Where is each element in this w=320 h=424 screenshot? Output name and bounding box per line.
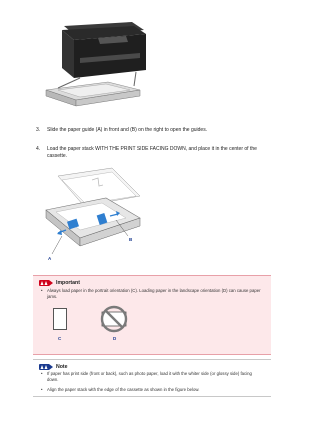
- warning-badge-icon: [39, 280, 53, 286]
- bullet-text: If paper has print side (front or back), such as photo paper, load it with the whiter side (or glossy side) facing down.: [47, 371, 252, 382]
- note-header: [39, 363, 68, 370]
- printer-illustration: [36, 8, 166, 118]
- important-bullet: • Always load paper in the portrait orientation (C). Loading paper in the landscape orientation (D) can cause paper jams.: [41, 288, 261, 299]
- step-number: 3.: [36, 127, 41, 133]
- label-c: C: [58, 336, 62, 341]
- portrait-paper-figure: [53, 308, 67, 330]
- step-text: Slide the paper guide (A) in front and (B) on the right to open the guides.: [47, 127, 208, 133]
- step-text: Load the paper stack WITH THE PRINT SIDE FACING DOWN, and place it in the center of the cassette.: [47, 146, 257, 159]
- label-d: D: [113, 336, 117, 341]
- cassette-illustration: [40, 166, 150, 266]
- important-callout: [33, 275, 271, 355]
- note-callout: [33, 359, 271, 397]
- step-number: 4.: [36, 146, 41, 152]
- prohibited-icon: [97, 304, 131, 334]
- step-4: [36, 146, 276, 162]
- label-b: B: [129, 237, 133, 242]
- important-header: [39, 279, 80, 286]
- bullet-text: Align the paper stack with the edge of the cassette as shown in the figure below.: [47, 387, 200, 392]
- note-badge-icon: [39, 364, 53, 370]
- step-3: [36, 127, 276, 135]
- note-bullet: • If paper has print side (front or back), such as photo paper, load it with the whiter side (or glossy side) facing down.: [41, 371, 262, 383]
- bullet-text: Always load paper in the portrait orientation (C). Loading paper in the landscape orientation (D) can cause paper jams.: [47, 288, 261, 299]
- note-bullet: • Align the paper stack with the edge of the cassette as shown in the figure below.: [41, 387, 262, 393]
- label-a: A: [48, 256, 52, 261]
- note-heading: Note: [56, 363, 68, 370]
- important-heading: Important: [56, 279, 80, 286]
